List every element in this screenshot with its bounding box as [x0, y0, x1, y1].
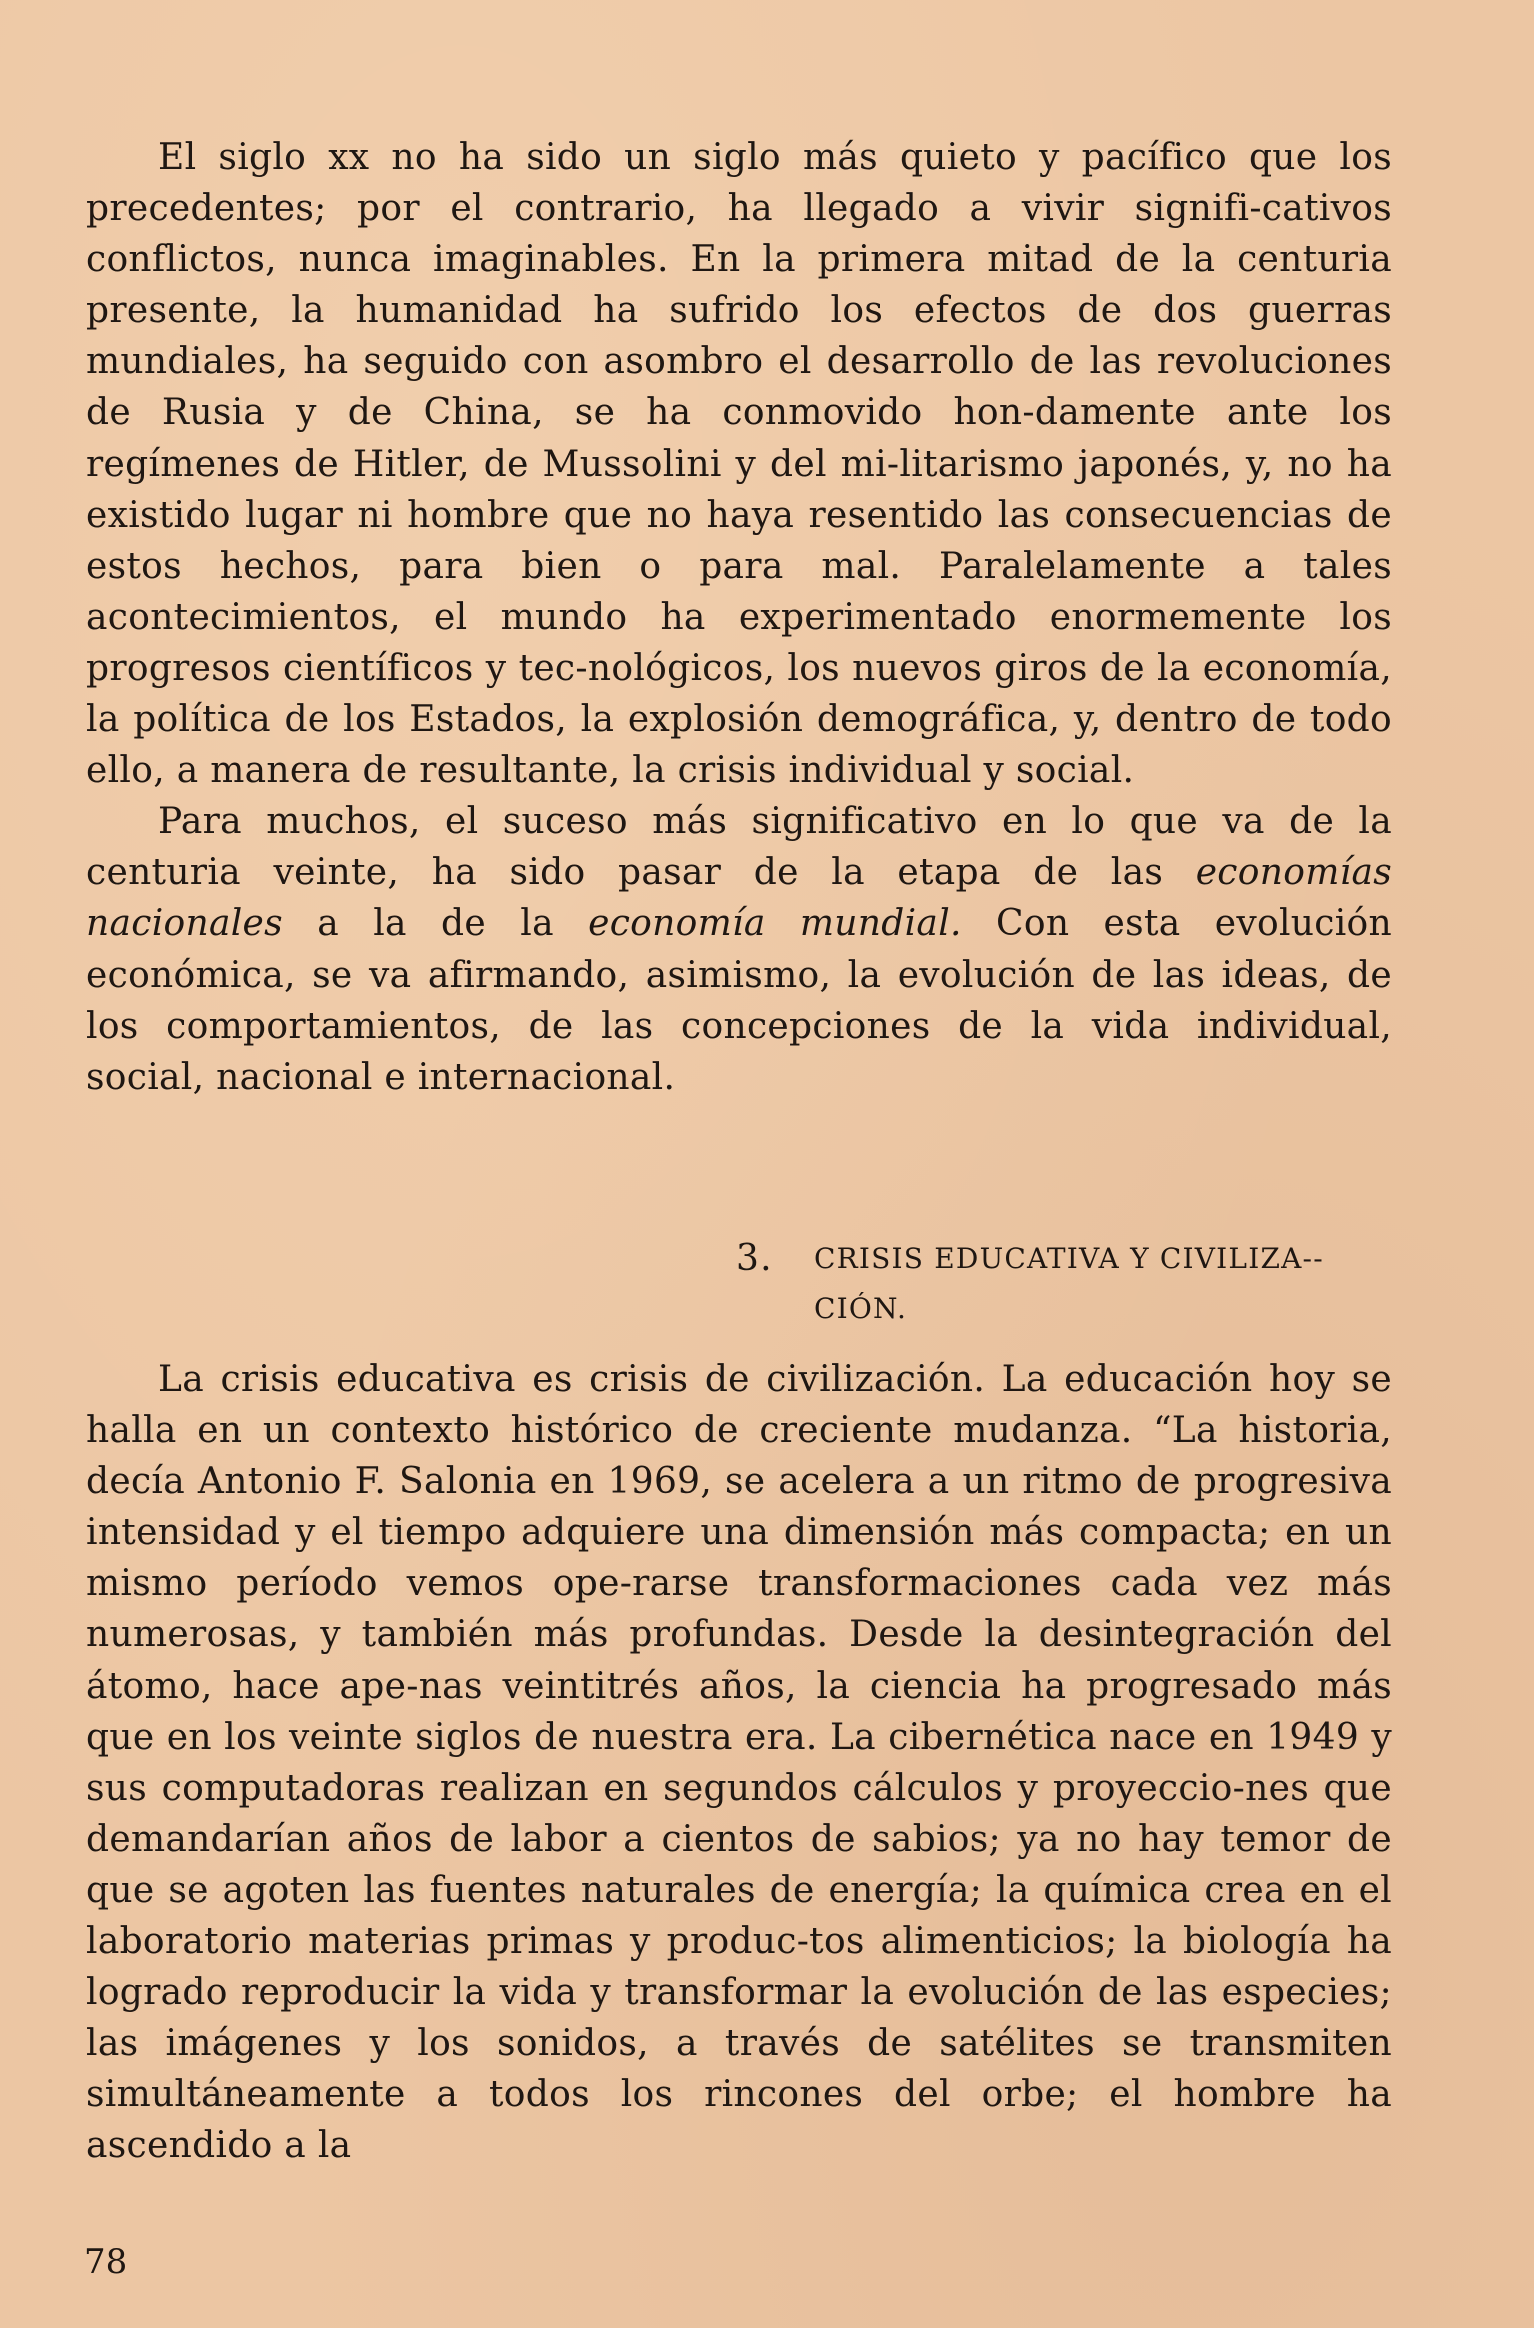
body-text-bottom — [86, 1354, 1392, 2172]
text-run: El siglo xx no ha sido un siglo más quieto y pacífico que los precedentes; por el contrario, ha llegado a vivir signifi-cativos conflictos, nunca imaginables. En la primera mitad de la centuria presente, la humanidad ha sufrido los efectos de dos guerras mundiales, ha seguido con asombro el desarrollo de las revoluciones de Rusia y de China, se ha conmovido hon-damente ante los regímenes de Hitler, de Mussolini y del mi-litarismo japonés, y, no ha existido lugar ni hombre que no haya resentido las consecuencias de estos hechos, para bien o para mal. Paralelamente a tales acontecimientos, el mundo ha experimentado enormemente los progresos científicos y tec-nológicos, los nuevos giros de la economía, la política de los Estados, la explosión demográfica, y, dentro de todo ello, a manera de resultante, la crisis individual y social. — [86, 137, 1392, 792]
italic-phrase: economía mundial. — [588, 903, 962, 945]
text-run: La crisis educativa es crisis de civilización. La educación hoy se halla en un contexto histórico de creciente mudanza. “La historia, decía Antonio F. Salonia en 1969, se acelera a un ritmo de progresiva intensidad y el tiempo adquiere una dimensión más compacta; en un mismo período vemos ope-rarse transformaciones cada vez más numerosas, y también más profundas. Desde la desintegración del átomo, hace ape-nas veintitrés años, la ciencia ha progresado más que en los veinte siglos de nuestra era. La cibernética nace en 1949 y sus computadoras realizan en segundos cálculos y proyeccio-nes que demandarían años de labor a cientos de sabios; ya no hay temor de que se agoten las fuentes naturales de energía; la química crea en el laboratorio materias primas y produc-tos alimenticios; la biología ha logrado reproducir la vida y transformar la evolución de las especies; las imágenes y los sonidos, a través de satélites se transmiten simultáneamente a todos los rincones del orbe; el hombre ha ascendido a la — [86, 1359, 1392, 2167]
text-run: a la de la — [282, 903, 589, 945]
section-heading — [736, 1234, 1396, 1334]
paragraph — [86, 796, 1392, 1103]
text-run: Para muchos, el suceso más significativo en lo que va de la centuria veinte, ha sido pasar de la etapa de las — [86, 801, 1392, 894]
section-number: 3. — [736, 1238, 773, 1279]
paragraph — [86, 1354, 1392, 2172]
italic-phrase: economías nacionales — [86, 852, 1392, 945]
section-title: CRISIS EDUCATIVA Y CIVILIZA-CIÓN. — [814, 1242, 1323, 1325]
page-number: 78 — [84, 2242, 128, 2282]
body-text-top — [86, 132, 1392, 1103]
paragraph — [86, 132, 1392, 796]
text-run: Con esta evolución económica, se va afirmando, asimismo, la evolución de las ideas, de los comportamientos, de las concepciones de la vida individual, social, nacional e internacional. — [86, 903, 1392, 1098]
